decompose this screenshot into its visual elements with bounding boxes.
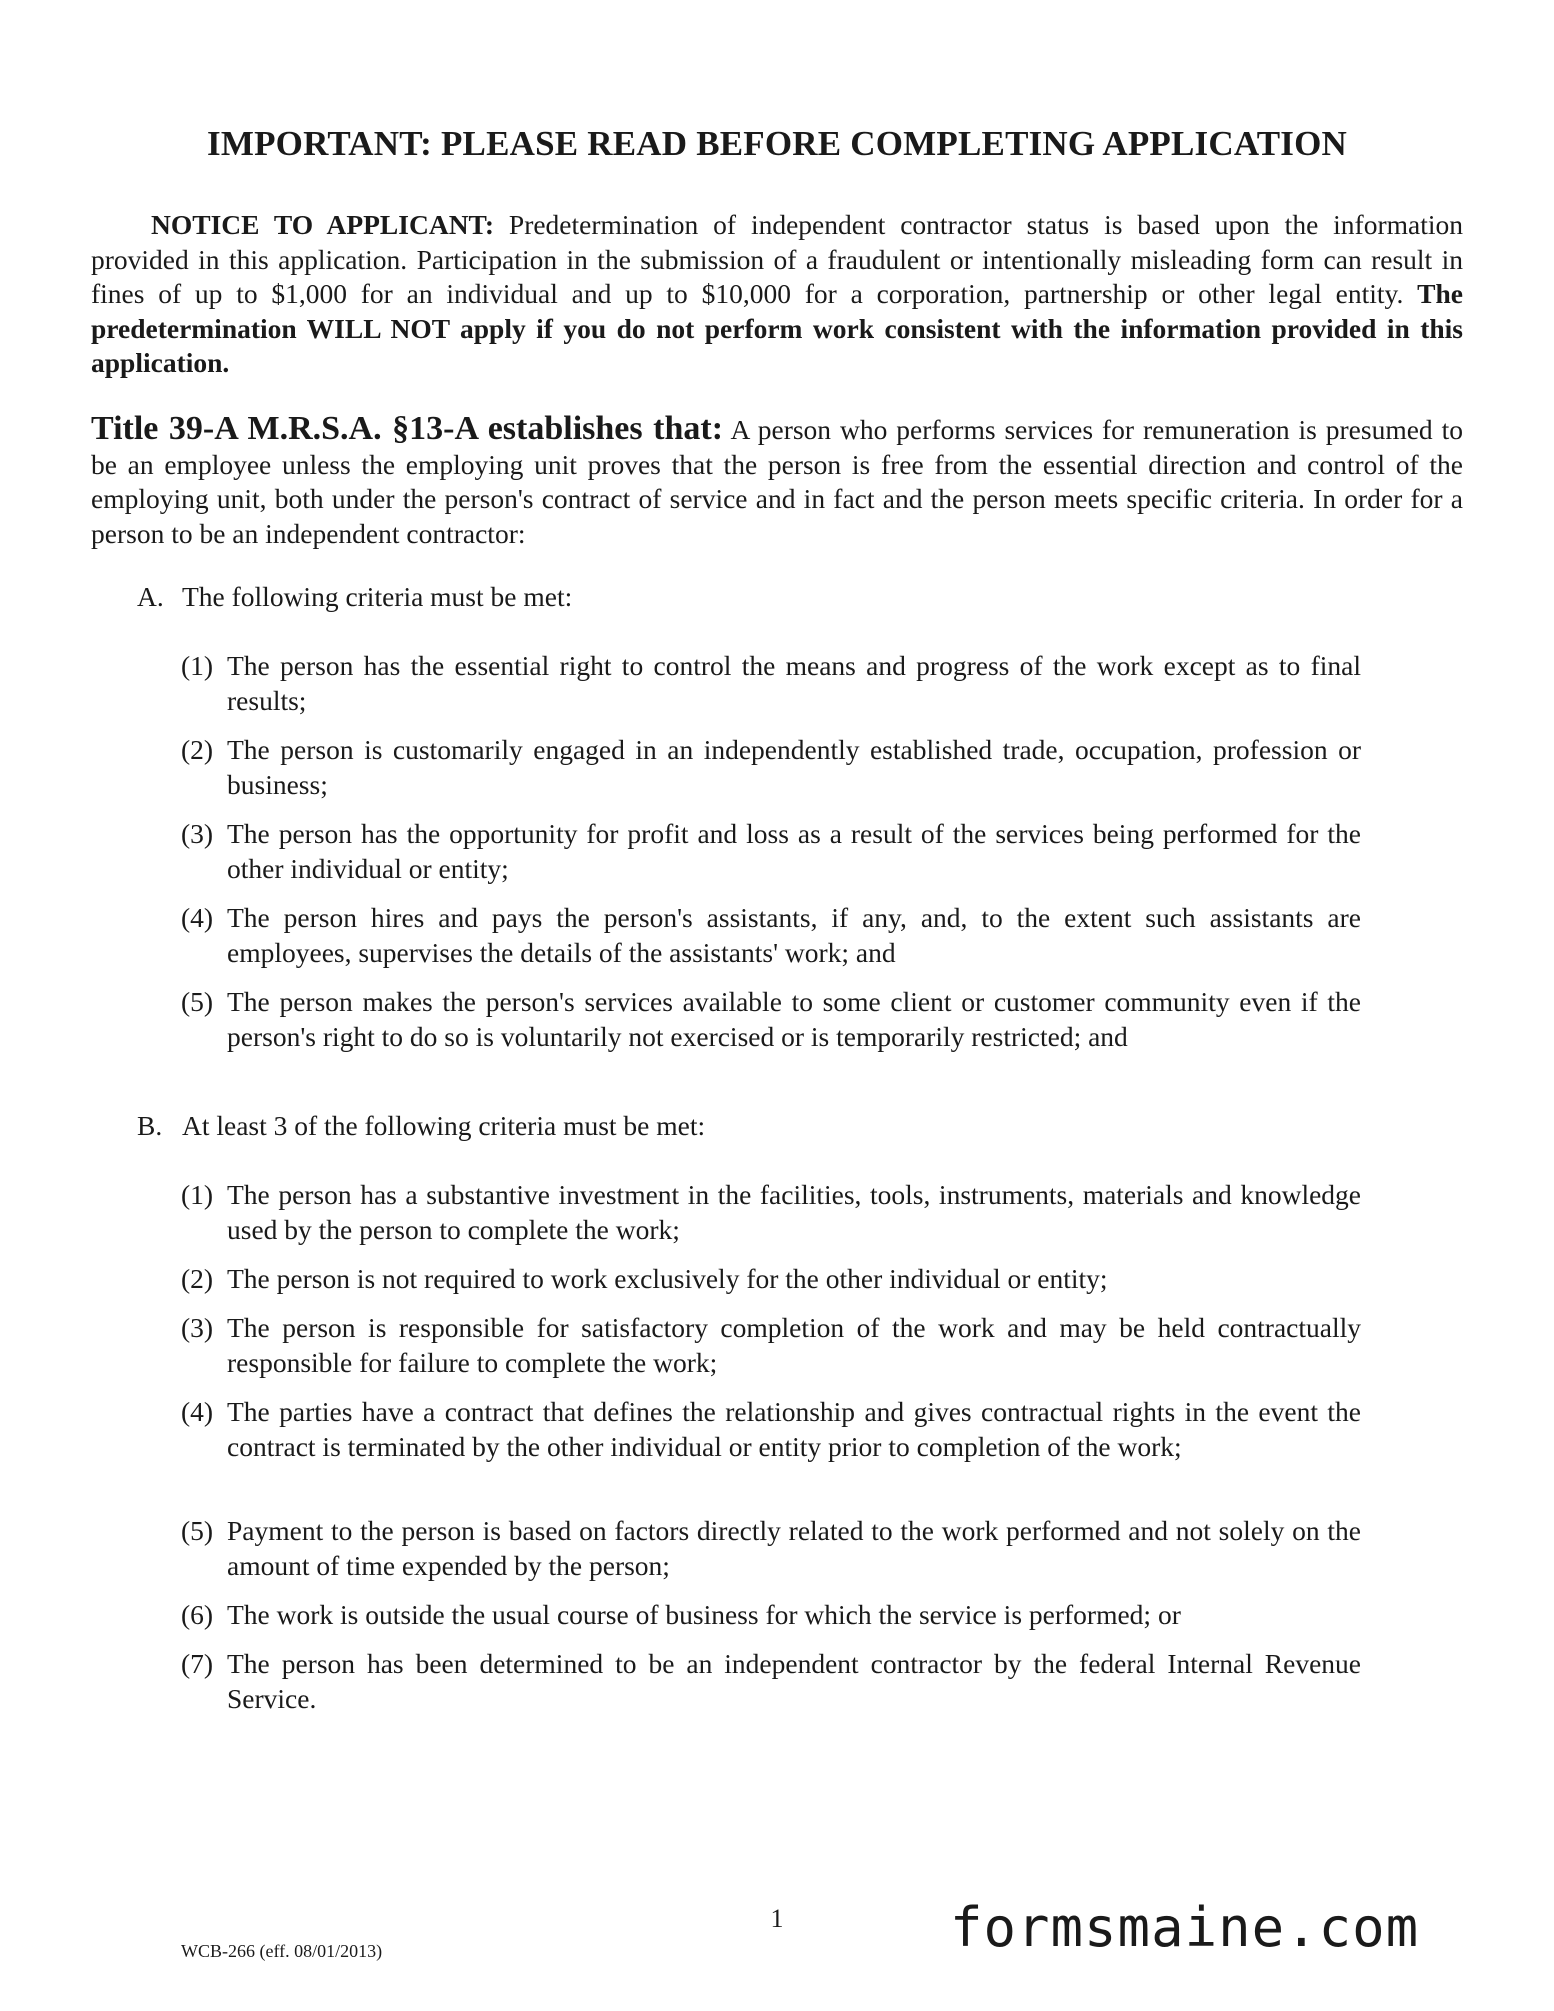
criteria-text: The person makes the person's services available to some client or customer community even if the person's right to do so is voluntarily not exercised or is temporarily restricted; and	[227, 986, 1361, 1052]
section-a-heading	[137, 580, 572, 615]
criteria-text: The person is not required to work exclusively for the other individual or entity;	[227, 1263, 1108, 1294]
criteria-number: (7)	[181, 1648, 214, 1679]
criteria-a-item	[181, 985, 1361, 1054]
law-text: A person who performs services for remuneration is presumed to be an employee unless the employing unit proves that the person is free from the essential direction and control of the employing unit, both under the person's contract of service and in fact and the person meets specific criteria. In order for a person to be an independent contractor:	[91, 414, 1464, 549]
criteria-text: The person hires and pays the person's assistants, if any, and, to the extent such assistants are employees, supervises the details of the assistants' work; and	[227, 902, 1361, 968]
criteria-number: (1)	[181, 1179, 214, 1210]
criteria-number: (3)	[181, 1312, 214, 1343]
document-title: IMPORTANT: PLEASE READ BEFORE COMPLETING APPLICATION	[207, 124, 1347, 163]
section-b-letter: B.	[137, 1110, 163, 1141]
section-b-heading-text: At least 3 of the following criteria must be met:	[182, 1110, 706, 1141]
criteria-text: The parties have a contract that defines the relationship and gives contractual rights in the event the contract is terminated by the other individual or entity prior to completion of the work;	[227, 1396, 1361, 1462]
watermark: formsmaine.com	[950, 1896, 1420, 1959]
law-lead: Title 39-A M.R.S.A. §13-A establishes that:	[91, 410, 724, 447]
notice-text: Predetermination of independent contractor status is based upon the information provided in this application. Participation in the submission of a fraudulent or intentionally misleading form can result in fines of up to $1,000 for an individual and up to $10,000 for a corporation, partnership or other legal entity.	[91, 209, 1463, 309]
section-b-heading	[137, 1109, 705, 1144]
notice-lead: NOTICE TO APPLICANT:	[151, 209, 495, 240]
criteria-text: The person has been determined to be an independent contractor by the federal Internal Revenue Service.	[227, 1648, 1361, 1714]
criteria-text: The person has the opportunity for profit and loss as a result of the services being performed for the other individual or entity;	[227, 818, 1361, 884]
criteria-number: (4)	[181, 902, 214, 933]
criteria-a-item	[181, 901, 1361, 970]
criteria-number: (3)	[181, 818, 214, 849]
criteria-text: The work is outside the usual course of business for which the service is performed; or	[227, 1599, 1181, 1630]
criteria-number: (5)	[181, 986, 214, 1017]
criteria-text: The person is customarily engaged in an independently established trade, occupation, profession or business;	[227, 734, 1361, 800]
criteria-number: (1)	[181, 650, 214, 681]
criteria-a-item	[181, 649, 1361, 718]
criteria-b-item	[181, 1178, 1361, 1247]
criteria-number: (2)	[181, 734, 214, 765]
section-a-letter: A.	[137, 581, 164, 612]
criteria-b-item	[181, 1395, 1361, 1464]
criteria-number: (2)	[181, 1263, 214, 1294]
criteria-b-item	[181, 1598, 1361, 1633]
criteria-number: (6)	[181, 1599, 214, 1630]
section-a-heading-text: The following criteria must be met:	[182, 581, 573, 612]
criteria-text: Payment to the person is based on factors directly related to the work performed and not solely on the amount of time expended by the person;	[227, 1515, 1361, 1581]
criteria-text: The person is responsible for satisfactory completion of the work and may be held contractually responsible for failure to complete the work;	[227, 1312, 1361, 1378]
criteria-a-item	[181, 733, 1361, 802]
criteria-text: The person has a substantive investment in the facilities, tools, instruments, materials and knowledge used by the person to complete the work;	[227, 1179, 1361, 1245]
notice-paragraph	[91, 208, 1463, 381]
law-paragraph	[91, 412, 1463, 551]
criteria-text: The person has the essential right to control the means and progress of the work except as to final results;	[227, 650, 1361, 716]
criteria-b-item	[181, 1514, 1361, 1583]
criteria-b-item	[181, 1311, 1361, 1380]
page-number: 1	[770, 1904, 784, 1933]
notice-warning: The predetermination WILL NOT apply if you do not perform work consistent with the information provided in this application.	[91, 278, 1463, 378]
criteria-number: (4)	[181, 1396, 214, 1427]
criteria-number: (5)	[181, 1515, 214, 1546]
criteria-a-item	[181, 817, 1361, 886]
criteria-b-item	[181, 1647, 1361, 1716]
form-id: WCB-266 (eff. 08/01/2013)	[181, 1941, 383, 1961]
criteria-b-item	[181, 1262, 1361, 1297]
